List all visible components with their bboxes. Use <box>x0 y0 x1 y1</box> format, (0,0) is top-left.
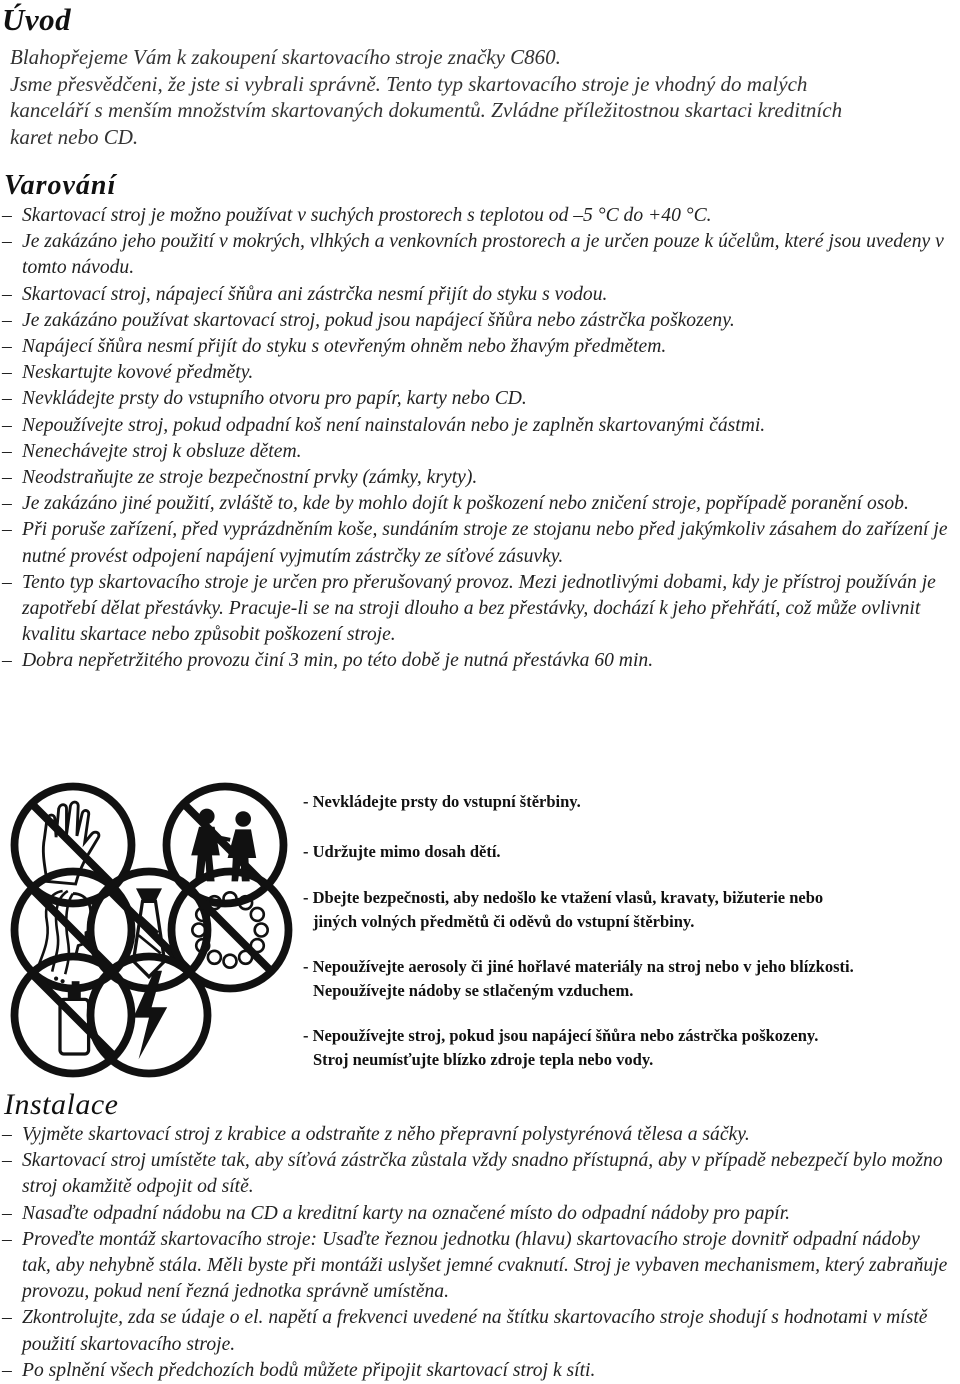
intro-line: karet nebo CD. <box>10 124 139 149</box>
warning-item: – Tento typ skartovacího stroje je určen pro přerušovaný provoz. Mezi jednotlivými dobami, kdy je přístroj používán je zapotřebí dělat přestávky. Pracuje-li se na stroji dlouho a bez přestávky, dochází k jeho přehřátí, což může ovlivnit kvalitu skartace nebo způsobit poškození stroje. <box>2 570 952 649</box>
installation-item: – Vyjměte skartovací stroj z krabice a odstraňte z něho přepravní polystyrénová tělesa a sáčky. <box>2 1122 952 1148</box>
warning-list <box>2 203 952 675</box>
warning-item: – Je zakázáno jeho použití v mokrých, vlhkých a venkovních prostorech a je určen pouze k účelům, které jsou uvedeny v tomto návodu. <box>2 229 952 281</box>
installation-item: – Zkontrolujte, zda se údaje o el. napětí a frekvenci uvedené na štítku skartovacího stroje shodují s hodnotami v místě použití skartovacího stroje. <box>2 1305 952 1357</box>
safety-note: - Nepoužívejte aerosoly či jiné hořlavé materiály na stroj nebo v jeho blízkosti. <box>303 957 854 976</box>
warning-item: – Nenechávejte stroj k obsluze dětem. <box>2 439 952 465</box>
intro-line: Blahopřejeme Vám k zakoupení skartovacího stroje značky C860. <box>10 45 561 69</box>
warning-item: – Je zakázáno jiné použití, zvláště to, kde by mohlo dojít k poškození nebo zničení stroje, popřípadě poranění osob. <box>2 491 952 517</box>
safety-note-cont: Stroj neumísťujte blízko zdroje tepla nebo vody. <box>313 1050 654 1069</box>
installation-item: – Po splnění všech předchozích bodů můžete připojit skartovací stroj k síti. <box>2 1358 952 1384</box>
warning-item: – Dobra nepřetržitého provozu činí 3 min, po této době je nutná přestávka 60 min. <box>2 648 952 674</box>
installation-heading: Instalace <box>4 1088 119 1121</box>
safety-note-cont: jiných volných předmětů či oděvů do vstupní štěrbiny. <box>313 912 695 931</box>
warning-item: – Nevkládejte prsty do vstupního otvoru pro papír, karty nebo CD. <box>2 386 952 412</box>
warning-item: – Skartovací stroj, nápajecí šňůra ani zástrčka nesmí přijít do styku s vodou. <box>2 282 952 308</box>
installation-item: – Proveďte montáž skartovacího stroje: Usaďte řeznou jednotku (hlavu) skartovacího stroje dovnitř odpadní nádoby tak, aby nehybně stála. Měli byste při montáži uslyšet jemné cvaknutí. Stroj je vybaven mechanismem, který zabraňuje provozu, pokud není řezná jednotka správně umístěna. <box>2 1227 952 1306</box>
warning-item: – Při poruše zařízení, před vyprázdněním koše, sundáním stroje ze stojanu nebo před jakýmkoliv zásahem do zařízení je nutné provést odpojení napájení vyjmutím zástrčky ze síťové zásuvky. <box>2 517 952 569</box>
warning-item: – Je zakázáno používat skartovací stroj, pokud jsou napájecí šňůra nebo zástrčka poškozeny. <box>2 308 952 334</box>
intro-line: kanceláří s menším množstvím skartovaných dokumentů. Zvládne příležitostnou skartaci kreditních <box>10 98 843 122</box>
intro-text <box>10 44 950 150</box>
intro-line: Jsme přesvědčeni, že jste si vybrali správně. Tento typ skartovacího stroje je vhodný do malých <box>10 71 808 96</box>
warning-item: – Neskartujte kovové předměty. <box>2 360 952 386</box>
safety-note: - Nevkládejte prsty do vstupní štěrbiny. <box>303 792 581 811</box>
warning-heading: Varování <box>4 170 117 201</box>
safety-note: - Udržujte mimo dosah dětí. <box>303 842 501 861</box>
safety-note: - Nepoužívejte stroj, pokud jsou napájecí šňůra nebo zástrčka poškozeny. <box>303 1026 819 1045</box>
warning-item: – Nepoužívejte stroj, pokud odpadní koš není nainstalován nebo je zaplněn skartovanými částmi. <box>2 413 952 439</box>
warning-item: – Neodstraňujte ze stroje bezpečnostní prvky (zámky, kryty). <box>2 465 952 491</box>
electric-hazard-icon <box>84 950 214 1080</box>
safety-icons <box>0 780 300 1080</box>
safety-note: - Dbejte bezpečnosti, aby nedošlo ke vtažení vlasů, kravaty, bižuterie nebo <box>303 888 824 907</box>
safety-note-cont: Nepoužívejte nádoby se stlačeným vzduchem. <box>313 981 634 1000</box>
installation-item: – Nasaďte odpadní nádobu na CD a kreditní karty na označené místo do odpadní nádoby pro papír. <box>2 1201 952 1227</box>
intro-heading: Úvod <box>2 2 72 37</box>
installation-list <box>2 1122 952 1384</box>
installation-item: – Skartovací stroj umístěte tak, aby síťová zástrčka zůstala vždy snadno přístupná, aby v případě nebezpečí bylo možno stroj okamžitě odpojit od sítě. <box>2 1148 952 1200</box>
warning-item: – Skartovací stroj je možno používat v suchých prostorech s teplotou od –5 °C do +40 °C. <box>2 203 952 229</box>
warning-item: – Napájecí šňůra nesmí přijít do styku s otevřeným ohněm nebo žhavým předmětem. <box>2 334 952 360</box>
